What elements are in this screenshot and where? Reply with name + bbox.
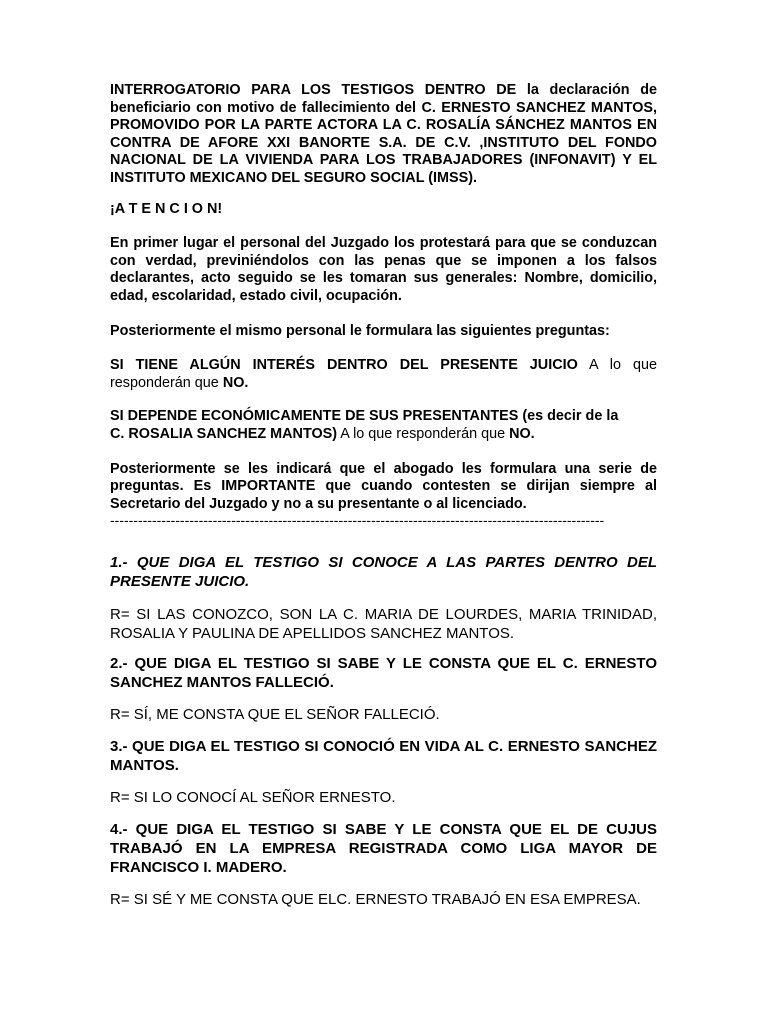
dependence-question: SI DEPENDE ECONÓMICAMENTE DE SUS PRESENTANTES (: [110, 408, 528, 425]
interest-paragraph: [110, 357, 657, 392]
interest-question: SI TIENE ALGÚN INTERÉS DENTRO DEL PRESENTE JUICIO: [110, 357, 578, 374]
separator-line: ----------------------------------------------------------------------------------------------------------: [110, 513, 605, 528]
spacer: [110, 527, 657, 553]
protest-paragraph: En primer lugar el personal del Juzgado los protestará para que se conduzcan con verdad, previniéndolos con las penas que se imponen a los falsos declarantes, acto seguido se les tomaran sus generales: Nombre, domicilio, edad, escolaridad, estado civil, ocupación.: [110, 235, 657, 304]
attention-heading: ¡A T E N C I O N!: [110, 200, 223, 217]
answer-2: R= SÍ, ME CONSTA QUE EL SEÑOR FALLECIÓ.: [110, 706, 440, 724]
question-3: 3.- QUE DIGA EL TESTIGO SI CONOCIÓ EN VIDA AL C. ERNESTO SANCHEZ MANTOS.: [110, 738, 657, 775]
answer-3: R= SI LO CONOCÍ AL SEÑOR ERNESTO.: [110, 789, 396, 807]
interest-answer: NO.: [222, 374, 249, 391]
intro-rest: la declaración de beneficiario con motivo de fallecimiento del C. ERNESTO SANCHEZ MANTOS, PROMOVIDO POR LA PARTE ACTORA LA C. ROSALÍA SÁNCHEZ MANTOS EN CONTRA DE AFORE XXI BANORTE S.A. DE C.V. ,INSTITUTO DEL FONDO NACIONAL DE LA VIVIENDA PARA LOS TRABAJADORES (INFONAVIT) Y EL INSTITUTO MEXICANO DEL SEGURO SOCIAL (IMSS).: [110, 82, 657, 186]
dependence-paragraph: [110, 408, 657, 443]
dependence-answer: NO.: [509, 425, 535, 442]
dependence-text: A lo que responderán que: [337, 425, 510, 442]
interest-text: A lo que responderán que: [110, 357, 657, 391]
dependence-clarification: es decir de la: [527, 408, 619, 425]
answer-4: R= SI SÉ Y ME CONSTA QUE ELC. ERNESTO TRABAJÓ EN ESA EMPRESA.: [110, 891, 641, 909]
questions-intro-paragraph: Posteriormente el mismo personal le formulara las siguientes preguntas:: [110, 322, 610, 339]
intro-paragraph: [110, 82, 657, 188]
instructions-paragraph: Posteriormente se les indicará que el abogado les formulara una serie de preguntas. Es IMPORTANTE que cuando contesten se dirijan siempre al Secretario del Juzgado y no a su presentante o al licenciado.: [110, 460, 657, 512]
document-body: [110, 82, 657, 909]
answer-1: R= SI LAS CONOZCO, SON LA C. MARIA DE LOURDES, MARIA TRINIDAD, ROSALIA Y PAULINA DE APELLIDOS SANCHEZ MANTOS.: [110, 606, 657, 643]
intro-bold: INTERROGATORIO PARA LOS TESTIGOS DENTRO DE: [110, 82, 517, 98]
question-2: 2.- QUE DIGA EL TESTIGO SI SABE Y LE CONSTA QUE EL C. ERNESTO SANCHEZ MANTOS FALLECIÓ.: [110, 655, 657, 692]
dependence-name: C. ROSALIA SANCHEZ MANTOS): [110, 425, 338, 442]
question-1: 1.- QUE DIGA EL TESTIGO SI CONOCE A LAS PARTES DENTRO DEL PRESENTE JUICIO.: [110, 554, 657, 591]
question-4: 4.- QUE DIGA EL TESTIGO SI SABE Y LE CONSTA QUE EL DE CUJUS TRABAJÓ EN LA EMPRESA REGISTRADA COMO LIGA MAYOR DE FRANCISCO I. MADERO.: [110, 821, 657, 877]
